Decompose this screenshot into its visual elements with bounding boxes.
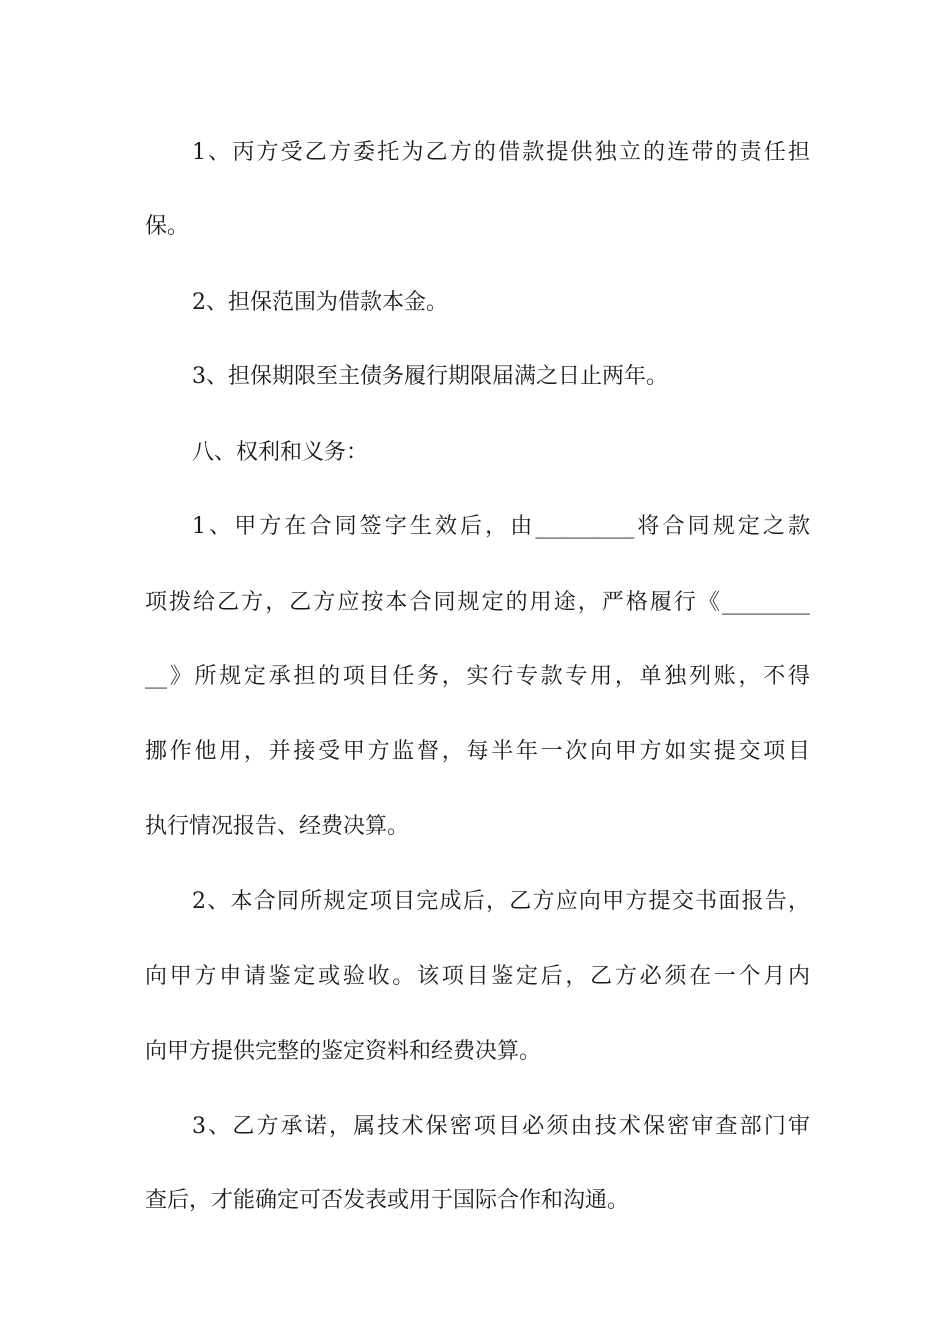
clause-rights-1-line-5: 执行情况报告、经费决算。 (145, 814, 410, 839)
clause-rights-3-line-1: 3、乙方承诺，属技术保密项目必须由技术保密审查部门审 (192, 1114, 810, 1139)
clause-rights-1-line-4: 挪作他用，并接受甲方监督，每半年一次向甲方如实提交项目 (145, 739, 810, 764)
clause-rights-2-line-1: 2、本合同所规定项目完成后，乙方应向甲方提交书面报告， (192, 889, 810, 914)
clause-guarantee-3: 3、担保期限至主债务履行期限届满之日止两年。 (192, 364, 668, 389)
clause-rights-3-line-2: 查后，才能确定可否发表或用于国际合作和沟通。 (145, 1188, 630, 1213)
clause-guarantee-2: 2、担保范围为借款本金。 (192, 290, 448, 315)
clause-rights-1-line-2: 项拨给乙方，乙方应按本合同规定的用途，严格履行《________ (145, 590, 810, 615)
clause-rights-2-line-2: 向甲方申请鉴定或验收。该项目鉴定后，乙方必须在一个月内 (145, 964, 810, 989)
clause-rights-1-line-3: __》所规定承担的项目任务，实行专款专用，单独列账，不得 (145, 664, 810, 689)
clause-rights-1-line-1: 1、甲方在合同签字生效后，由_________将合同规定之款 (192, 514, 810, 539)
clause-rights-2-line-3: 向甲方提供完整的鉴定资料和经费决算。 (145, 1039, 542, 1064)
clause-guarantee-1-line-2: 保。 (145, 214, 190, 239)
clause-guarantee-1-line-1: 1、丙方受乙方委托为乙方的借款提供独立的连带的责任担 (192, 140, 810, 165)
section-heading-rights-obligations: 八、权利和义务： (192, 440, 369, 465)
